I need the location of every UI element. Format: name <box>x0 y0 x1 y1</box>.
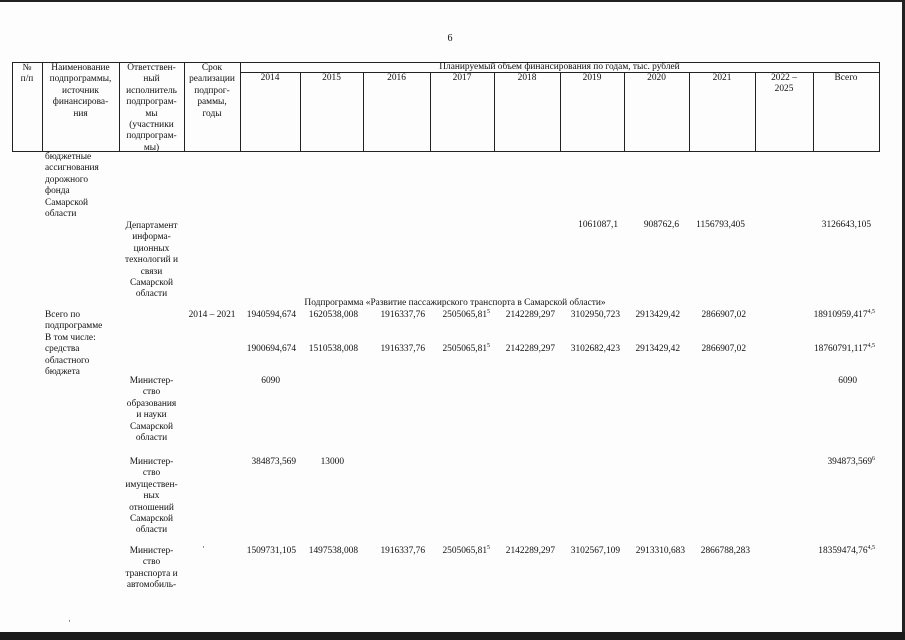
executor-label: Департамент информа- ционных технологий и связи Самарской области <box>124 221 178 300</box>
header-year: 2017 <box>452 73 472 83</box>
value-cell: 2913310,683 <box>635 546 685 556</box>
value-cell: 6090 <box>838 376 857 386</box>
value-cell: 384873,569 <box>251 457 296 467</box>
value-cell: 1620538,008 <box>308 310 358 320</box>
executor-label: Министер- ство имуществен- ных отношений Самарской области <box>125 457 178 536</box>
value-cell: 13000 <box>320 457 344 467</box>
value-cell: 2142289,297 <box>505 546 555 556</box>
header-num: № п/п <box>20 63 34 85</box>
value-cell: 2505065,81$^5$ <box>442 309 490 320</box>
header-year-total: Всего <box>834 73 858 83</box>
scan-speck: · <box>202 542 205 552</box>
value-cell: 2142289,297 <box>505 310 555 320</box>
value-cell: 2913429,42 <box>635 344 680 354</box>
executor-label: Министер- ство транспорта и автомобиль- <box>125 546 178 591</box>
page-number: 6 <box>447 33 453 44</box>
row-label: Всего по подпрограмме <box>45 310 103 332</box>
header-executor: Ответствен- ный исполнитель подпрограм- мы (участники подпрограм- мы) <box>126 63 177 153</box>
header-year: 2021 <box>712 73 732 83</box>
value-cell: 1156793,405 <box>696 220 745 230</box>
header-year: 2016 <box>387 73 406 83</box>
value-cell: 1509731,105 <box>246 546 296 556</box>
value-cell: 2866788,283 <box>700 546 750 556</box>
scan-speck: · <box>68 616 71 626</box>
value-cell: 1940594,674 <box>246 310 296 320</box>
value-cell: 2866907,02 <box>701 310 746 320</box>
value-cell: 1916337,76 <box>380 546 425 556</box>
header-funding-title: Планируемый объем финансирования по годам, тыс. рублей <box>439 62 680 72</box>
value-cell: 1916337,76 <box>380 344 425 354</box>
source-label: бюджетные ассигнования дорожного фонда Самарской области <box>45 152 99 220</box>
header-year: 2020 <box>647 73 666 83</box>
value-cell: 3102950,723 <box>570 310 620 320</box>
header-name: Наименование подпрограммы, источник финансирова- ния <box>49 63 112 119</box>
value-cell: 2505065,81$^5$ <box>442 343 490 354</box>
value-cell: 1510538,008 <box>308 344 358 354</box>
header-year: 2014 <box>260 73 280 83</box>
subprogram-title: Подпрограмма «Развитие пассажирского транспорта в Самарской области» <box>304 298 606 308</box>
row-label: В том числе: средства областного бюджета <box>45 333 96 378</box>
header-year: 2015 <box>322 73 341 83</box>
col-rule <box>879 62 880 152</box>
value-cell: 394873,569$^6$ <box>827 456 875 467</box>
value-cell: 1900694,674 <box>246 344 296 354</box>
value-cell: 1497538,008 <box>308 546 358 556</box>
value-cell: 908762,6 <box>643 220 679 230</box>
value-cell: 1916337,76 <box>380 310 425 320</box>
value-cell: 2913429,42 <box>635 310 680 320</box>
executor-label: Министер- ство образования и науки Самарской области <box>126 376 177 444</box>
value-cell: 18910959,417$^{4,5}$ <box>813 309 875 320</box>
header-year: 2018 <box>517 73 537 83</box>
value-cell: 2142289,297 <box>505 344 555 354</box>
value-cell: 6090 <box>261 376 280 386</box>
value-cell: 18359474,76$^{4,5}$ <box>818 545 875 556</box>
scan-edge-top <box>0 0 905 2</box>
period-cell: 2014 – 2021 <box>188 310 236 320</box>
header-period: Срок реализации подпрог- раммы, годы <box>189 63 235 119</box>
value-cell: 3102567,109 <box>570 546 620 556</box>
value-cell: 3126643,105 <box>821 220 871 230</box>
value-cell: 3102682,423 <box>570 344 620 354</box>
scan-edge-bottom <box>0 632 905 640</box>
header-year: 2022 – 2025 <box>771 73 797 95</box>
value-cell: 2505065,81$^5$ <box>442 545 490 556</box>
value-cell: 1061087,1 <box>578 220 618 230</box>
value-cell: 2866907,02 <box>701 344 746 354</box>
value-cell: 18760791,117$^{4,5}$ <box>813 343 875 354</box>
header-year: 2019 <box>582 73 602 83</box>
